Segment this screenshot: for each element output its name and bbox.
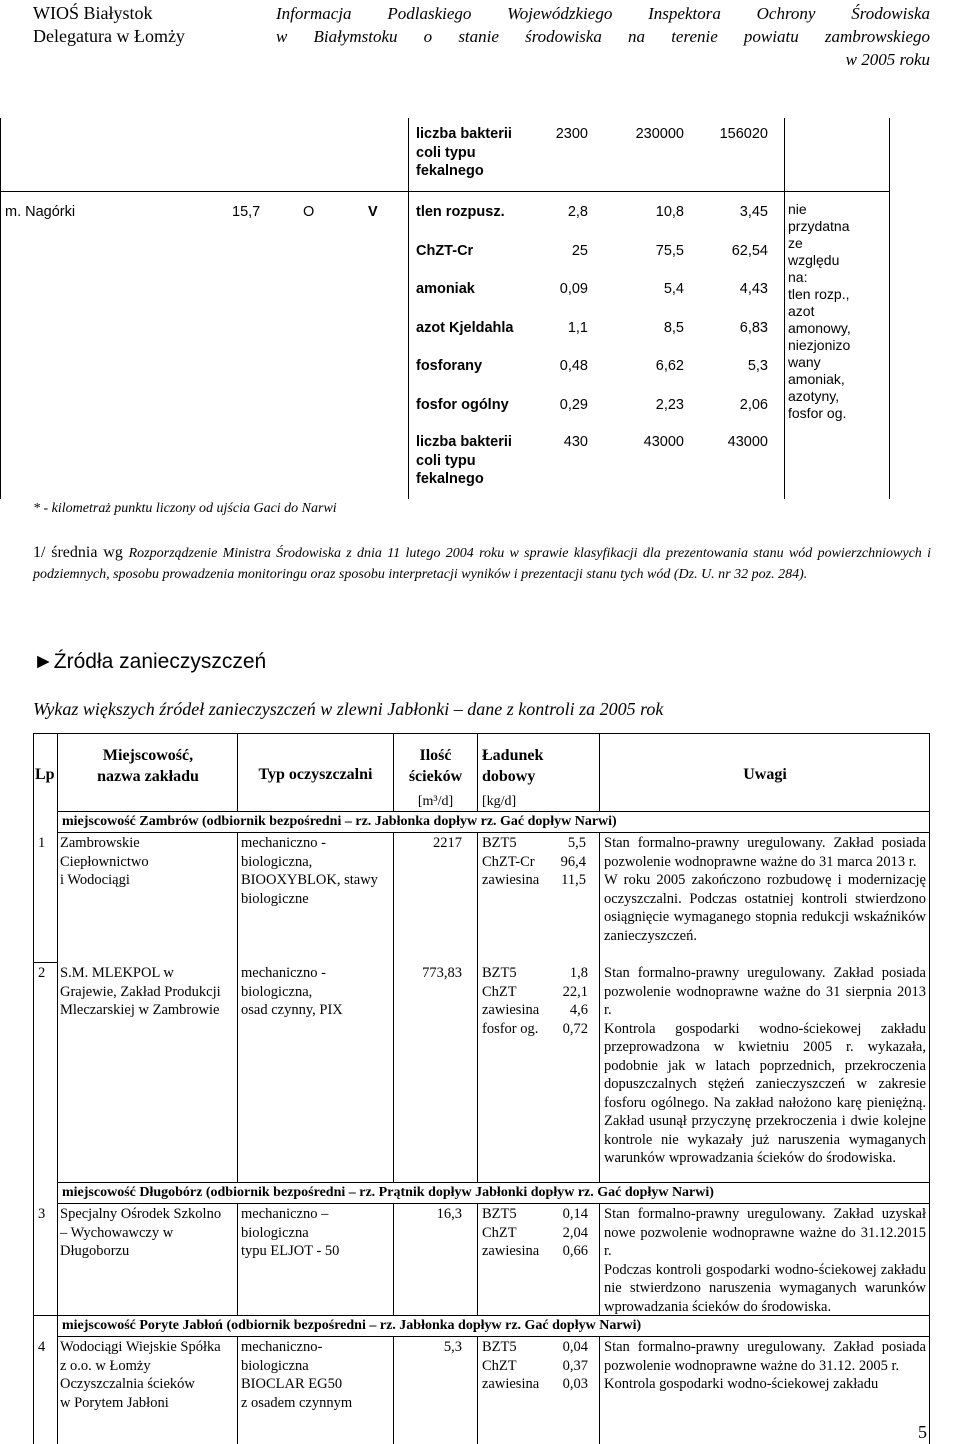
header-left-line1: WIOŚ Białystok	[33, 3, 153, 23]
name-cell: Zambrowskie Ciepłownictwo i Wodociągi	[60, 835, 149, 888]
name-cell: Specjalny Ośrodek Szkolno – Wychowawczy w Długoborzu	[60, 1206, 222, 1259]
value-cell: 2,23	[655, 397, 684, 413]
param-label: fosfor ogólny	[416, 397, 509, 413]
value-cell: 1,1	[567, 320, 588, 336]
load-value-cell: 5,5 96,4 11,5	[560, 835, 586, 888]
value-cell: 2,06	[739, 397, 768, 413]
header-type: Typ oczyszczalni	[258, 766, 373, 783]
footnote: * - kilometraż punktu liczony od ujścia Gaci do Narwi	[33, 501, 337, 516]
param-label: ChZT-Cr	[416, 243, 474, 259]
value-cell: 8,5	[663, 320, 684, 336]
qty-cell: 16,3	[436, 1206, 462, 1222]
name-cell: S.M. MLEKPOL w Grajewie, Zakład Produkcji Mleczarskiej w Zambrowie	[60, 965, 221, 1018]
value-cell: 6,83	[739, 320, 768, 336]
value-cell: 43000	[727, 434, 768, 450]
param-label: liczba bakterii coli typu fekalnego	[416, 434, 512, 487]
value-cell: 3,45	[739, 204, 768, 220]
lp-cell: 1	[38, 835, 46, 851]
notes-cell: Stan formalno-prawny uregulowany. Zakład uzyskał nowe pozwolenie wodnoprawne ważne do 31.12.2015 r. Podczas kontroli gospodarki wodno-ściekowej zakładu nie stwierdzono naruszenia wymaganych warunków wprowadzania ścieków do środowiska.	[604, 1206, 926, 1315]
value-cell: 0,09	[559, 281, 588, 297]
qty-cell: 5,3	[443, 1339, 462, 1355]
load-param-cell: BZT5 ChZT zawiesina fosfor og.	[482, 965, 540, 1037]
value-cell: 75,5	[655, 243, 684, 259]
note-text: Rozporządzenie Ministra Środowiska z dnia 11 lutego 2004 roku w sprawie klasyfikacji dla prezentowania stanu wód powierzchniowych i podziemnych, sposobu prowadzenia monitoringu oraz sposobu interpretacji wyników i prezentacji stanu tych wód (Dz. U. nr 32 poz. 284).	[33, 546, 931, 582]
value-cell: 230000	[635, 126, 684, 142]
param-label: azot Kjeldahla	[416, 320, 514, 336]
load-value-cell: 0,14 2,04 0,66	[562, 1206, 588, 1259]
assessment-remark: nie przydatna ze względu na: tlen rozp., azot amonowy, niezjonizo wany amoniak, azotyny, fosfor og.	[788, 201, 851, 421]
value-cell: 43000	[643, 434, 684, 450]
load-param-cell: BZT5 ChZT zawiesina	[482, 1206, 540, 1259]
type-cell: mechaniczno- biologiczna BIOCLAR EG50 z osadem czynnym	[241, 1339, 353, 1411]
group-row: miejscowość Długobórz (odbiornik bezpośredni – rz. Prątnik dopływ Jabłonki dopływ rz. Gać dopływ Narwi)	[62, 1185, 714, 1200]
value-cell: 2,8	[567, 204, 588, 220]
station-class-v: V	[368, 204, 378, 220]
type-cell: mechaniczno - biologiczna, osad czynny, PIX	[241, 965, 343, 1018]
group-row: miejscowość Zambrów (odbiornik bezpośredni – rz. Jabłonka dopływ rz. Gać dopływ Narwi)	[62, 814, 617, 829]
header-notes: Uwagi	[743, 766, 787, 783]
note-prefix: 1/ średnia wg	[33, 544, 129, 561]
header-name: Miejscowość, nazwa zakładu	[97, 747, 199, 785]
header-qty-unit: [m³/d]	[417, 794, 454, 809]
header-load: Ładunek dobowy	[482, 747, 544, 785]
header-left-line2: Delegatura w Łomży	[33, 26, 185, 46]
load-value-cell: 1,8 22,1 4,6 0,72	[562, 965, 588, 1037]
value-cell: 5,4	[663, 281, 684, 297]
group-row: miejscowość Poryte Jabłoń (odbiornik bezpośredni – rz. Jabłonka dopływ rz. Gać dopływ Narwi)	[62, 1318, 642, 1333]
value-cell: 430	[563, 434, 588, 450]
value-cell: 0,29	[559, 397, 588, 413]
notes-cell: Stan formalno-prawny uregulowany. Zakład posiada pozwolenie wodnoprawne ważne do 31 sierpnia 2013 r. Kontrola gospodarki wodno-ściekowej zakładu przeprowadzona w kwietniu 2005 r. wykazała, podobnie jak w latach poprzednich, przekroczenia dopuszczalnych stężeń zanieczyszczeń w zakresie fosforu ogólnego. Na zakład nałożono karę pieniężną. Zakład usunął przyczynę przekroczenia i dwie kolejne kontrole nie wykazały już naruszenia wymaganych warunków wprowadzania ścieków do środowiska.	[604, 965, 926, 1166]
station-class-o: O	[303, 204, 315, 220]
table-subtitle: Wykaz większych źródeł zanieczyszczeń w zlewni Jabłonki – dane z kontroli za 2005 rok	[33, 699, 664, 719]
value-cell: 0,48	[559, 358, 588, 374]
station-km: 15,7	[232, 204, 261, 220]
page-number: 5	[918, 1422, 927, 1442]
notes-cell: Stan formalno-prawny uregulowany. Zakład posiada pozwolenie wodnoprawne ważne do 31 marca 2013 r. W roku 2005 zakończono rozbudowę i modernizację oczyszczalni. Podczas ostatniej kontroli stwierdzono osiągnięcie wymaganego stopnia redukcji wskaźników zanieczyszczeń.	[604, 835, 926, 944]
type-cell: mechaniczno – biologiczna typu ELJOT - 50	[241, 1206, 340, 1259]
param-label: tlen rozpusz.	[416, 204, 505, 220]
value-cell: 2300	[555, 126, 588, 142]
header-qty: Ilość ścieków	[408, 747, 463, 785]
param-label: liczba bakterii coli typu fekalnego	[416, 126, 512, 179]
lp-cell: 4	[38, 1339, 46, 1355]
header-right-line1: Informacja Podlaskiego Wojewódzkiego Inspektora Ochrony Środowiska	[276, 4, 930, 23]
section-title: ►Źródła zanieczyszczeń	[33, 650, 267, 673]
qty-cell: 2217	[433, 835, 462, 851]
value-cell: 25	[571, 243, 588, 259]
value-cell: 4,43	[739, 281, 768, 297]
value-cell: 156020	[719, 126, 768, 142]
value-cell: 5,3	[747, 358, 768, 374]
load-value-cell: 0,04 0,37 0,03	[562, 1339, 588, 1392]
header-load-unit: [kg/d]	[482, 794, 517, 809]
load-param-cell: BZT5 ChZT-Cr zawiesina	[482, 835, 540, 888]
qty-cell: 773,83	[422, 965, 462, 981]
name-cell: Wodociągi Wiejskie Spółka z o.o. w Łomży Oczyszczalnia ścieków w Porytem Jabłoni	[60, 1339, 221, 1411]
station-name: m. Nagórki	[5, 204, 76, 220]
header-right-line3: w 2005 roku	[845, 50, 930, 69]
value-cell: 10,8	[655, 204, 684, 220]
param-label: amoniak	[416, 281, 475, 297]
type-cell: mechaniczno - biologiczna, BIOOXYBLOK, stawy biologiczne	[241, 835, 378, 907]
notes-cell: Stan formalno-prawny uregulowany. Zakład posiada pozwolenie wodnoprawne ważne do 31.12. 2005 r. Kontrola gospodarki wodno-ściekowej zakładu	[604, 1339, 926, 1392]
lp-cell: 2	[38, 965, 46, 981]
header-right-line2: w Białymstoku o stanie środowiska na terenie powiatu zambrowskiego	[276, 27, 930, 46]
value-cell: 62,54	[731, 243, 768, 259]
param-label: fosforany	[416, 358, 483, 374]
classification-note	[33, 542, 931, 585]
load-param-cell: BZT5 ChZT zawiesina	[482, 1339, 540, 1392]
header-lp: Lp	[35, 766, 55, 783]
value-cell: 6,62	[655, 358, 684, 374]
lp-cell: 3	[38, 1206, 46, 1222]
